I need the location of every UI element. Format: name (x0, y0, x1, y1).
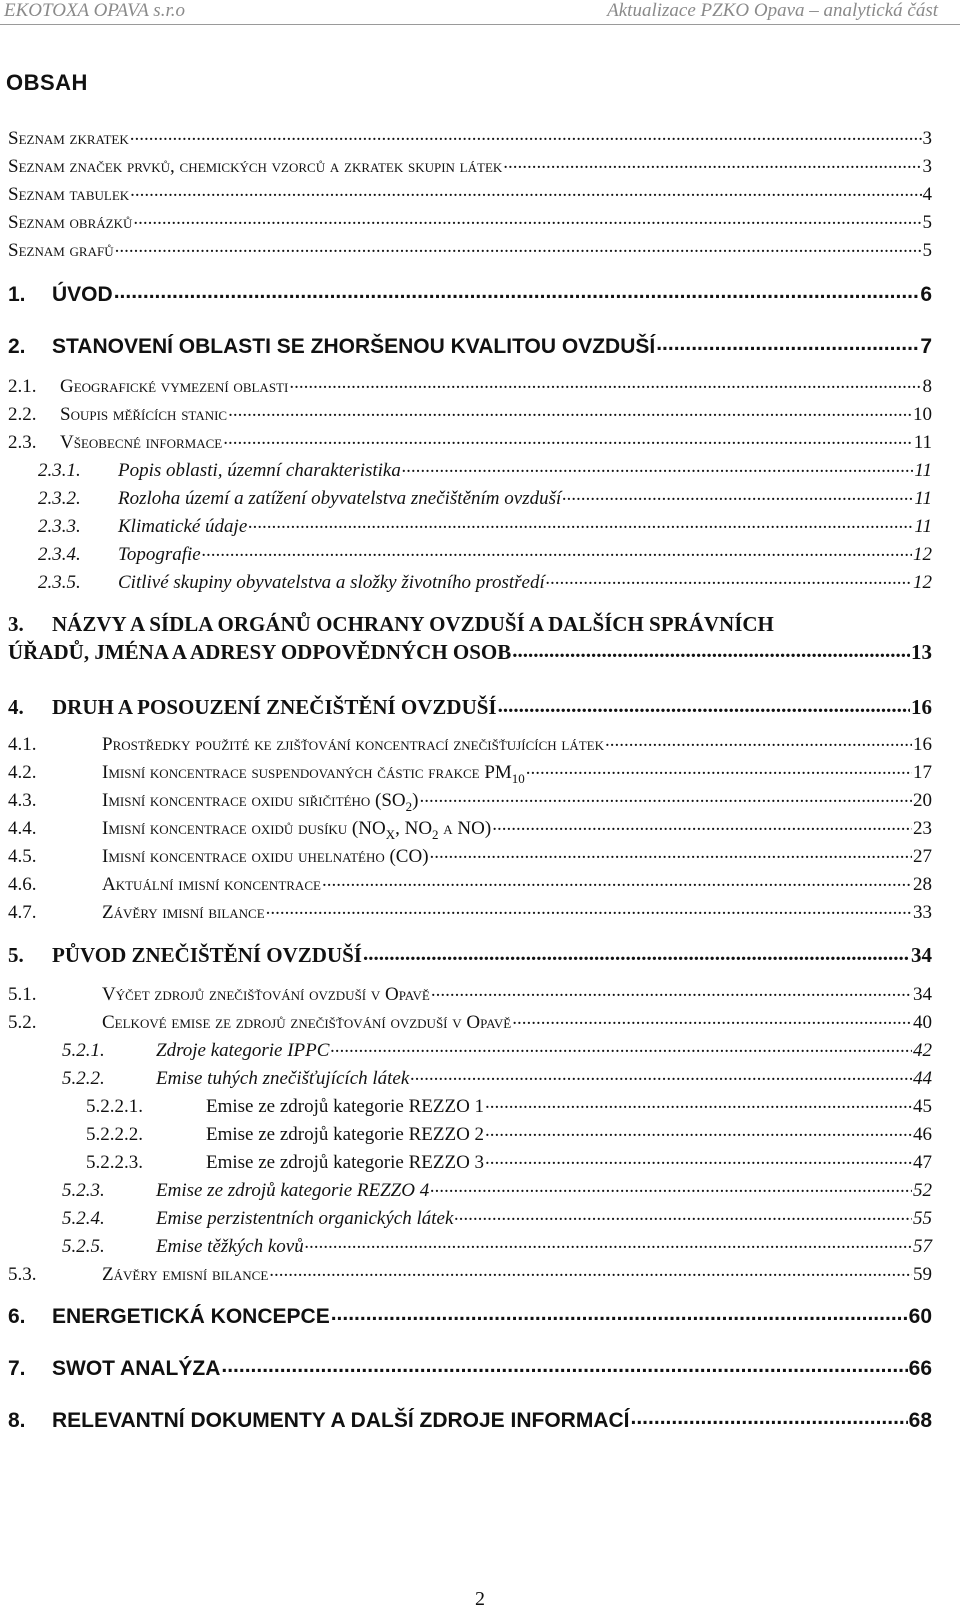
toc-entry[interactable] (8, 404, 932, 426)
toc-entry-number: 4.7. (8, 902, 37, 923)
toc-entry-page: 11 (914, 460, 932, 481)
toc-entry-title (8, 156, 502, 178)
toc-entry[interactable] (62, 1040, 932, 1062)
toc-entry-title (60, 404, 227, 426)
dot-leader (419, 792, 912, 806)
toc-entry[interactable] (8, 696, 932, 718)
dot-leader (430, 848, 912, 862)
toc-entry[interactable] (8, 376, 932, 398)
toc-entry-page: 16 (911, 695, 932, 719)
toc-entry-title (102, 1012, 511, 1034)
dot-leader (202, 546, 912, 560)
dot-leader (631, 1413, 908, 1427)
toc-entry-title-text: Imisní koncentrace oxidu siřičitého (SO (102, 790, 406, 811)
toc-entry-title (118, 488, 561, 510)
toc-entry-title-text: Závěry emisní bilance (102, 1264, 269, 1285)
toc-entry[interactable] (86, 1096, 932, 1118)
toc-entry-title-text: Imisní koncentrace oxidu uhelnatého (CO) (102, 846, 429, 867)
toc-entry-title (206, 1124, 484, 1146)
page-number: 2 (475, 1588, 485, 1610)
toc-entry-number: 5.2.5. (62, 1236, 105, 1257)
toc-entry-title (206, 1152, 484, 1174)
toc-entry-title (52, 696, 497, 718)
toc-entry-page: 46 (913, 1124, 932, 1145)
toc-entry-page: 34 (911, 943, 932, 967)
toc-entry[interactable] (8, 156, 932, 178)
toc-entry-title (102, 902, 265, 924)
toc-entry-page: 34 (913, 984, 932, 1005)
toc-entry-title (8, 240, 114, 262)
toc-entry-page: 47 (913, 1152, 932, 1173)
toc-entry-number: 4.4. (8, 818, 37, 839)
toc-entry[interactable] (8, 1264, 932, 1286)
toc-entry[interactable] (62, 1208, 932, 1230)
toc-entry[interactable] (38, 460, 932, 482)
toc-entry-title-text: STANOVENÍ OBLASTI SE ZHORŠENOU KVALITOU OVZDUŠÍ (52, 335, 656, 358)
toc-entry-page: 27 (913, 846, 932, 867)
toc-entry-title-text: Emise ze zdrojů kategorie REZZO 3 (206, 1152, 485, 1173)
toc-entry-title (52, 1358, 220, 1380)
toc-entry-title-text: Emise ze zdrojů kategorie REZZO 1 (206, 1096, 485, 1117)
toc-entry-title-text: Klimatické údaje (118, 516, 248, 537)
toc-entry-number: 3. (8, 612, 24, 636)
toc-entry-page: 7 (920, 335, 932, 358)
toc-entry[interactable] (8, 1410, 932, 1432)
toc-entry-number: 2.3. (8, 432, 37, 453)
toc-entry-number: 5.2.4. (62, 1208, 105, 1229)
dot-leader (130, 186, 921, 200)
toc-entry-page: 12 (913, 572, 932, 593)
toc-entry-title-text: Imisní koncentrace oxidů dusíku (NO (102, 818, 386, 839)
toc-entry-title (52, 1410, 630, 1432)
toc-entry-number: 4.6. (8, 874, 37, 895)
toc-entry-title-text: Celkové emise ze zdrojů znečišťování ovzduší v Opavě (102, 1012, 512, 1033)
dot-leader (115, 242, 922, 256)
toc-entry-number: 4.5. (8, 846, 37, 867)
toc-entry-title-text: Citlivé skupiny obyvatelstva a složky životního prostředí (118, 572, 545, 593)
toc-entry-number: 2.3.2. (38, 488, 81, 509)
dot-leader (605, 736, 912, 750)
toc-entry[interactable] (38, 488, 932, 510)
dot-leader (512, 1014, 912, 1028)
toc-entry-page: 33 (913, 902, 932, 923)
dot-leader (526, 764, 912, 778)
dot-leader (266, 904, 912, 918)
toc-entry-title (8, 212, 132, 234)
toc-entry[interactable] (8, 1012, 932, 1034)
toc-entry-number: 4.3. (8, 790, 37, 811)
toc-entry-title (102, 984, 430, 1006)
toc-entry-number: 4.1. (8, 734, 37, 755)
toc-entry-title-text: Seznam tabulek (8, 184, 130, 205)
dot-leader (289, 378, 921, 392)
toc-entry-title-text: Prostředky použité ke zjišťování koncentrací znečišťujících látek (102, 734, 604, 755)
toc-entry-title-text: Emise těžkých kovů (156, 1236, 304, 1257)
toc-entry-page: 4 (922, 184, 932, 205)
toc-entry[interactable] (8, 641, 932, 663)
toc-entry[interactable] (86, 1124, 932, 1146)
dot-leader (430, 1182, 912, 1196)
toc-entry-title (60, 376, 288, 398)
dot-leader (228, 406, 912, 420)
toc-entry[interactable] (8, 212, 932, 234)
dot-leader (402, 462, 914, 476)
toc-entry-page: 60 (908, 1305, 932, 1328)
toc-entry-number: 5.2. (8, 1012, 37, 1033)
toc-entry-page: 6 (920, 283, 932, 306)
dot-leader (130, 130, 922, 144)
toc-entry[interactable] (8, 818, 932, 846)
toc-entry-page: 5 (922, 212, 932, 233)
toc-entry-number: 2. (8, 335, 26, 358)
toc-entry-page: 13 (911, 640, 932, 664)
toc-entry-title-text: Všeobecné informace (60, 432, 223, 453)
toc-entry-heading-line[interactable] (8, 613, 932, 635)
toc-entry[interactable] (8, 284, 932, 306)
toc-entry-number: 2.3.4. (38, 544, 81, 565)
toc-entry-title (102, 1264, 268, 1286)
toc-entry-title (60, 432, 222, 454)
dot-leader (248, 518, 913, 532)
toc-entry[interactable] (8, 336, 932, 358)
dot-leader (431, 986, 912, 1000)
toc-entry-title-text: Aktuální imisní koncentrace (102, 874, 321, 895)
toc-entry-page: 3 (922, 128, 932, 149)
toc-entry-title (156, 1068, 409, 1090)
toc-entry-title (206, 1096, 484, 1118)
toc-entry-title-text: PŮVOD ZNEČIŠTĚNÍ OVZDUŠÍ (52, 943, 362, 967)
subscript: X (385, 826, 396, 842)
toc-entry-title (102, 846, 429, 868)
toc-entry-title (156, 1180, 429, 1202)
toc-entry-number: 2.1. (8, 376, 37, 397)
toc-entry-number: 2.2. (8, 404, 37, 425)
toc-entry-title-text: Zdroje kategorie IPPC (156, 1040, 330, 1061)
toc-entry-page: 20 (913, 790, 932, 811)
toc-entry-page: 11 (914, 516, 932, 537)
toc-entry-title-text: Závěry imisní bilance (102, 902, 265, 923)
toc-entry-title (118, 544, 201, 566)
toc-entry-page: 23 (913, 818, 932, 839)
toc-entry[interactable] (8, 734, 932, 756)
toc-entry-page: 45 (913, 1096, 932, 1117)
toc-entry-title-text: SWOT ANALÝZA (52, 1357, 221, 1380)
toc-entry-title (118, 572, 545, 594)
toc-entry-title (52, 1306, 330, 1328)
toc-entry-title (8, 184, 129, 206)
toc-entry[interactable] (8, 1306, 932, 1328)
dot-leader (512, 645, 910, 659)
toc-entry-number: 5.2.2. (62, 1068, 105, 1089)
dot-leader (485, 1098, 912, 1112)
toc-entry[interactable] (8, 184, 932, 206)
dot-leader (221, 1361, 907, 1375)
toc-entry[interactable] (38, 572, 932, 594)
toc-entry-title-text: Seznam značek prvků, chemických vzorců a zkratek skupin látek (8, 156, 503, 177)
dot-leader (454, 1210, 912, 1224)
toc-entry-title-text: Popis oblasti, územní charakteristika (118, 460, 401, 481)
toc-entry-title (52, 336, 655, 358)
toc-entry-title-continued: ÚŘADŮ, JMÉNA A ADRESY ODPOVĚDNÝCH OSOB (8, 640, 512, 664)
toc-entry-page: 40 (913, 1012, 932, 1033)
toc-entry-title-text: RELEVANTNÍ DOKUMENTY A DALŠÍ ZDROJE INFORMACÍ (52, 1409, 630, 1432)
dot-leader (322, 876, 912, 890)
toc-entry[interactable] (8, 846, 932, 868)
toc-entry-page: 42 (913, 1040, 932, 1061)
dot-leader (498, 700, 910, 714)
toc-entry-title-text: ) (412, 790, 419, 811)
subscript: 2 (432, 826, 439, 842)
toc-entry-title (102, 874, 321, 896)
toc-title: OBSAH (6, 70, 88, 95)
toc-entry-page: 28 (913, 874, 932, 895)
toc-entry-page: 17 (913, 762, 932, 783)
dot-leader (114, 287, 920, 301)
dot-leader (503, 158, 921, 172)
toc-entry-title-text: ENERGETICKÁ KONCEPCE (52, 1305, 330, 1328)
toc-entry-title-text: DRUH A POSOUZENÍ ZNEČIŠTĚNÍ OVZDUŠÍ (52, 695, 497, 719)
dot-leader (269, 1266, 912, 1280)
toc-entry-number: 2.3.5. (38, 572, 81, 593)
toc-entry-number: 8. (8, 1409, 26, 1432)
toc-entry-title-text: Geografické vymezení oblasti (60, 376, 289, 397)
toc-entry-title-text: a NO) (438, 818, 492, 839)
toc-entry-title-text: Topografie (118, 544, 201, 565)
toc-entry-number: 2.3.3. (38, 516, 81, 537)
toc-entry-number: 5.3. (8, 1264, 37, 1285)
toc-entry-title-text: , NO (395, 818, 433, 839)
toc-entry[interactable] (38, 544, 932, 566)
toc-entry-number: 4.2. (8, 762, 37, 783)
toc-entry[interactable] (8, 902, 932, 924)
header-document-title: Aktualizace PZKO Opava – analytická část (607, 0, 938, 21)
toc-entry-title-text: Výčet zdrojů znečišťování ovzduší v Opavě (102, 984, 430, 1005)
toc-entry-page: 55 (913, 1208, 932, 1229)
toc-entry[interactable] (8, 240, 932, 262)
dot-leader (546, 574, 912, 588)
toc-entry-page: 44 (913, 1068, 932, 1089)
toc-entry[interactable] (8, 128, 932, 150)
toc-entry-number: 5.1. (8, 984, 37, 1005)
toc-entry-page: 68 (908, 1409, 932, 1432)
toc-entry-title (118, 460, 401, 482)
toc-entry-title (102, 762, 525, 790)
toc-entry-title (156, 1208, 453, 1230)
toc-entry-title-text: Seznam zkratek (8, 128, 129, 149)
toc-entry-number: 6. (8, 1305, 26, 1328)
toc-entry[interactable] (8, 944, 932, 966)
toc-entry-page: 16 (913, 734, 932, 755)
dot-leader (330, 1042, 912, 1056)
header-company: EKOTOXA OPAVA s.r.o (4, 0, 185, 21)
toc-entry-title-text: Emise ze zdrojů kategorie REZZO 4 (156, 1180, 430, 1201)
dot-leader (485, 1126, 912, 1140)
toc-entry-number: 5.2.2.1. (86, 1096, 143, 1117)
toc-entry[interactable] (62, 1068, 932, 1090)
toc-entry-title-text: Rozloha území a zatížení obyvatelstva znečištěním ovzduší (118, 488, 562, 509)
toc-entry-page: 59 (913, 1264, 932, 1285)
toc-entry-number: 7. (8, 1357, 26, 1380)
toc-entry-title-text: Emise perzistentních organických látek (156, 1208, 454, 1229)
toc-entry-page: 57 (913, 1236, 932, 1257)
toc-entry-title-text: Emise tuhých znečišťujících látek (156, 1068, 410, 1089)
dot-leader (331, 1309, 908, 1323)
toc-entry-title (8, 128, 129, 150)
toc-entry-page: 8 (922, 376, 932, 397)
toc-entry-page: 11 (913, 432, 932, 453)
dot-leader (410, 1070, 912, 1084)
subscript: 10 (511, 770, 525, 786)
toc-entry[interactable] (8, 762, 932, 790)
toc-entry-number: 5.2.3. (62, 1180, 105, 1201)
toc-entry-title-text: Soupis měřících stanic (60, 404, 228, 425)
dot-leader (363, 948, 910, 962)
subscript: 2 (405, 798, 413, 814)
toc-entry[interactable] (8, 874, 932, 896)
toc-entry-page: 10 (913, 404, 932, 425)
toc-entry[interactable] (38, 516, 932, 538)
toc-entry-page: 3 (922, 156, 932, 177)
toc-entry-page: 52 (913, 1180, 932, 1201)
toc-entry-title-text: Emise ze zdrojů kategorie REZZO 2 (206, 1124, 485, 1145)
toc-entry-title (52, 944, 362, 966)
toc-entry-number: 1. (8, 283, 26, 306)
toc-entry-number: 5.2.1. (62, 1040, 105, 1061)
toc-entry-title-text: Seznam grafů (8, 240, 114, 261)
toc-entry-title: NÁZVY A SÍDLA ORGÁNŮ OCHRANY OVZDUŠÍ A DALŠÍCH SPRÁVNÍCH (52, 612, 774, 636)
toc-entry-title (102, 818, 491, 846)
toc-entry-page: 66 (908, 1357, 932, 1380)
toc-entry-title (156, 1040, 329, 1062)
toc-entry-title-text: Imisní koncentrace suspendovaných částic frakce PM (102, 762, 512, 783)
toc-entry-number: 5.2.2.2. (86, 1124, 143, 1145)
toc-entry-title (118, 516, 247, 538)
toc-entry-title (156, 1236, 304, 1258)
toc-entry-number: 5.2.2.3. (86, 1152, 143, 1173)
toc-entry-number: 2.3.1. (38, 460, 81, 481)
toc-entry[interactable] (8, 1358, 932, 1380)
toc-entry-page: 12 (913, 544, 932, 565)
toc-entry-page: 5 (922, 240, 932, 261)
toc-entry-title (102, 734, 604, 756)
toc-entry-page: 11 (914, 488, 932, 509)
dot-leader (133, 214, 921, 228)
dot-leader (223, 434, 912, 448)
dot-leader (485, 1154, 912, 1168)
toc-entry[interactable] (62, 1236, 932, 1258)
toc-entry[interactable] (8, 790, 932, 818)
dot-leader (562, 490, 913, 504)
dot-leader (656, 339, 919, 353)
dot-leader (492, 820, 912, 834)
toc-entry[interactable] (62, 1180, 932, 1202)
toc-entry-title (52, 284, 113, 306)
toc-entry[interactable] (8, 432, 932, 454)
toc-entry-number: 5. (8, 943, 24, 967)
toc-entry-title (102, 790, 418, 818)
toc-entry[interactable] (86, 1152, 932, 1174)
dot-leader (305, 1238, 912, 1252)
toc-entry-title-text: Seznam obrázků (8, 212, 133, 233)
toc-entry-title-text: ÚVOD (52, 283, 113, 306)
toc-entry[interactable] (8, 984, 932, 1006)
toc-entry-number: 4. (8, 695, 24, 719)
